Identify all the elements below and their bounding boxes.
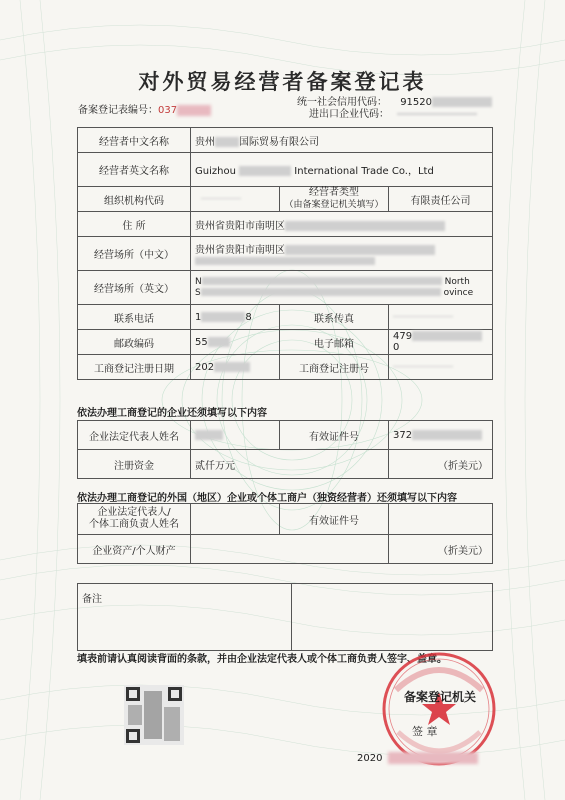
assets-unit: （折美元） — [389, 535, 493, 564]
redaction — [412, 331, 482, 341]
email-label: 电子邮箱 — [280, 330, 389, 355]
rep2-label — [78, 504, 191, 535]
redaction — [285, 245, 435, 255]
rep2-label-line2: 个体工商负责人姓名 — [89, 519, 179, 530]
email-value — [389, 330, 493, 355]
footer-instruction: 填表前请认真阅读背面的条款，并由企业法定代表人或个体工商负责人签字、盖章。 — [77, 654, 447, 665]
id-label: 有效证件号 — [280, 421, 389, 450]
redaction — [201, 288, 441, 296]
phone-value — [191, 305, 280, 330]
cn-name-label: 经营者中文名称 — [78, 128, 191, 153]
phone-label: 联系电话 — [78, 305, 191, 330]
id-prefix: 372 — [393, 429, 413, 441]
en-name-value — [191, 153, 493, 187]
redaction — [214, 362, 250, 372]
capital-unit: （折美元） — [389, 450, 493, 479]
reg-date-label: 工商登记注册日期 — [78, 355, 191, 380]
rep2-label-line1: 企业法定代表人/ — [97, 507, 171, 518]
postal-prefix: 55 — [195, 336, 208, 348]
reg-no2-label: 工商登记注册号 — [280, 355, 389, 380]
registration-number-value: 037 — [158, 105, 178, 116]
fax-line — [393, 316, 453, 317]
official-seal — [380, 650, 498, 768]
assets-value — [191, 535, 389, 564]
date — [357, 752, 478, 764]
type-sublabel: （由备案登记机关填写） — [284, 200, 384, 210]
id2-label: 有效证件号 — [280, 504, 389, 535]
redaction — [195, 257, 375, 265]
remarks-label: 备注 — [82, 594, 102, 605]
reg-no2-value — [389, 355, 493, 380]
postal-value — [191, 330, 280, 355]
redaction — [285, 221, 445, 231]
biz-cn-label: 经营场所（中文） — [78, 237, 191, 271]
address-prefix: 贵州省贵阳市南明区 — [195, 220, 285, 232]
email-suffix: 0 — [393, 342, 400, 353]
rep2-value — [191, 504, 280, 535]
seal-sign: 签 章 — [412, 725, 438, 738]
ie-code-label: 进出口企业代码： — [309, 109, 389, 120]
table-row — [78, 450, 493, 479]
remarks-table — [77, 583, 493, 651]
redaction — [412, 430, 482, 440]
type-label-cell — [280, 187, 389, 212]
reg-no2-line — [393, 366, 453, 367]
section2-note: 依法办理工商登记的外国（地区）企业或个体工商户（独资经营者）还须填写以下内容 — [77, 493, 457, 504]
org-code-label: 组织机构代码 — [78, 187, 191, 212]
phone-suffix: 8 — [245, 311, 252, 323]
redaction — [208, 337, 230, 347]
en-name-label: 经营者英文名称 — [78, 153, 191, 187]
en-name-suffix: International Trade Co.，Ltd — [294, 166, 434, 177]
capital-label: 注册资金 — [78, 450, 191, 479]
cn-name-prefix: 贵州 — [195, 136, 215, 148]
redaction — [388, 752, 478, 764]
document-title: 对外贸易经营者备案登记表 — [138, 70, 427, 94]
table-row — [78, 237, 493, 271]
remarks-label-cell — [78, 584, 292, 651]
reg-date-value — [191, 355, 280, 380]
seal-text: 备案登记机关 — [404, 690, 477, 704]
table-row — [78, 535, 493, 564]
legal-rep-value — [191, 421, 280, 450]
ie-code-line — [397, 113, 477, 115]
id-value — [389, 421, 493, 450]
biz-en-line1-start: N — [195, 276, 202, 287]
capital-value: 贰仟万元 — [191, 450, 389, 479]
phone-prefix: 1 — [195, 311, 202, 323]
table-row — [78, 153, 493, 187]
reg-date-prefix: 202 — [195, 361, 215, 373]
registration-number-label: 备案登记表编号： — [78, 105, 158, 116]
type-value: 有限责任公司 — [389, 187, 493, 212]
table-row — [78, 584, 493, 651]
section1-note: 依法办理工商登记的企业还须填写以下内容 — [77, 408, 267, 419]
redaction — [201, 312, 245, 322]
main-info-table — [77, 127, 493, 380]
biz-en-line2-end: ovince — [443, 287, 474, 298]
legal-rep-label: 企业法定代表人姓名 — [78, 421, 191, 450]
redaction — [177, 105, 211, 116]
fax-label: 联系传真 — [280, 305, 389, 330]
redaction — [202, 277, 442, 285]
id2-value — [389, 504, 493, 535]
type-label: 经营者类型 — [309, 187, 359, 198]
address-value — [191, 212, 493, 237]
table-row — [78, 271, 493, 305]
org-code-value — [191, 187, 280, 212]
cn-name-suffix: 国际贸易有限公司 — [239, 136, 319, 148]
biz-en-value — [191, 271, 493, 305]
table-row — [78, 504, 493, 535]
biz-cn-value — [191, 237, 493, 271]
table-row — [78, 305, 493, 330]
cn-name-value — [191, 128, 493, 153]
email-prefix: 479 — [393, 331, 413, 342]
redaction — [215, 137, 239, 147]
assets-label: 企业资产/个人财产 — [78, 535, 191, 564]
section2-table — [77, 503, 493, 564]
registration-number — [78, 101, 211, 116]
date-prefix: 2020 — [357, 753, 383, 764]
table-row — [78, 421, 493, 450]
org-code-line — [201, 198, 241, 199]
table-row — [78, 212, 493, 237]
ie-code — [309, 105, 477, 120]
en-name-prefix: Guizhou — [195, 166, 236, 177]
biz-cn-prefix: 贵州省贵阳市南明区 — [195, 244, 285, 256]
section1-table — [77, 420, 493, 479]
table-row — [78, 187, 493, 212]
redaction — [195, 430, 223, 440]
address-label: 住 所 — [78, 212, 191, 237]
redaction — [239, 166, 291, 176]
fax-value — [389, 305, 493, 330]
qr-code — [124, 685, 184, 745]
table-row — [78, 330, 493, 355]
postal-label: 邮政编码 — [78, 330, 191, 355]
biz-en-line2-start: S — [195, 287, 201, 298]
remarks-value — [292, 584, 493, 651]
credit-code-label: 统一社会信用代码： — [297, 97, 387, 108]
biz-en-label: 经营场所（英文） — [78, 271, 191, 305]
biz-en-line1-end: North — [444, 276, 470, 287]
table-row — [78, 128, 493, 153]
credit-code-value: 91520 — [400, 97, 432, 108]
table-row — [78, 355, 493, 380]
